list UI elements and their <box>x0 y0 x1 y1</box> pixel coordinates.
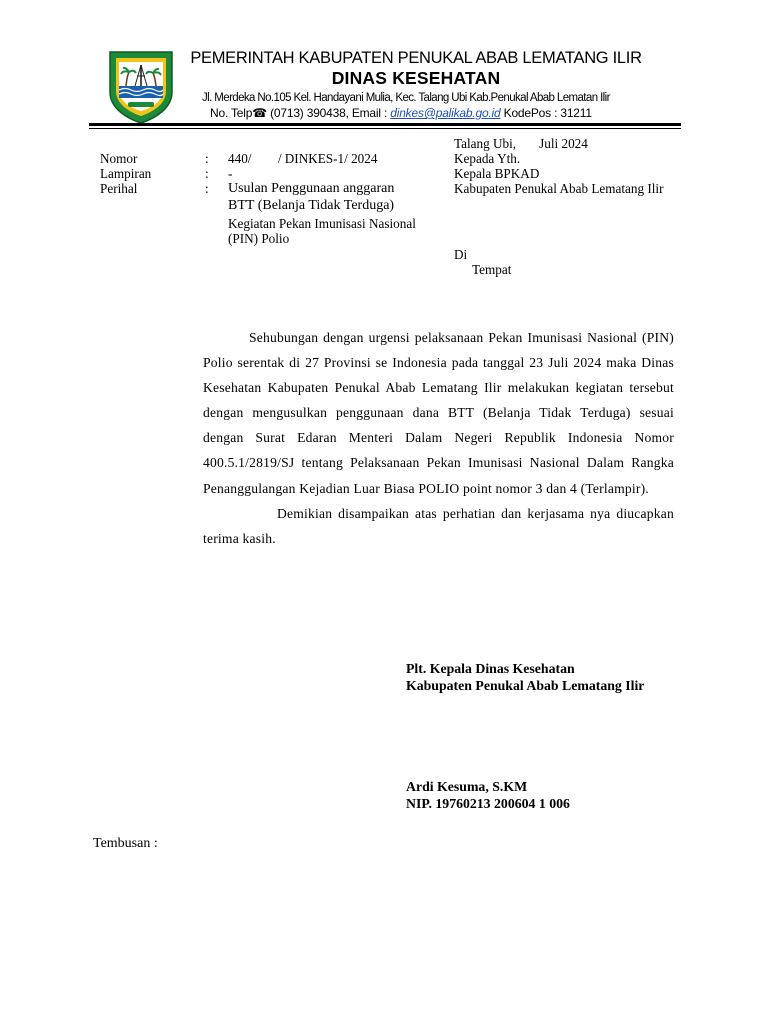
letter-body <box>203 325 674 551</box>
agency-address: Jl. Merdeka No.105 Kel. Handayani Mulia, Kec. Talang Ubi Kab.Penukal Abab Lematan Ilir <box>202 92 610 104</box>
signatory-organization: Kabupaten Penukal Abab Lematang Ilir <box>406 678 645 693</box>
recipient-place: Tempat <box>472 262 512 277</box>
phone-number: (0713) 390438, Email : <box>266 106 391 120</box>
perihal-value-continued <box>228 216 416 246</box>
letter-date: Talang Ubi, Juli 2024 <box>454 136 588 151</box>
signatory-title: Plt. Kepala Dinas Kesehatan <box>406 661 575 676</box>
nomor-label: Nomor <box>100 151 138 166</box>
lampiran-colon: : <box>205 166 209 181</box>
perihal-line: (PIN) Polio <box>228 231 290 246</box>
perihal-label: Perihal <box>100 181 138 196</box>
nomor-colon: : <box>205 151 209 166</box>
lampiran-label: Lampiran <box>100 166 152 181</box>
body-paragraph: Demikian disampaikan atas perhatian dan kerjasama nya diucapkan terima kasih. <box>203 505 674 546</box>
government-name: PEMERINTAH KABUPATEN PENUKAL ABAB LEMATANG ILIR <box>190 49 642 67</box>
contact-line <box>186 106 646 121</box>
perihal-colon: : <box>205 181 209 196</box>
phone-icon: ☎ <box>252 106 267 120</box>
perihal-value <box>228 181 394 214</box>
recipient-name: Kepala BPKAD <box>454 166 540 181</box>
tembusan-label: Tembusan : <box>93 836 158 851</box>
signatory-name: Ardi Kesuma, S.KM <box>406 779 528 794</box>
email-link[interactable]: dinkes@palikab.go.id <box>390 106 501 120</box>
phone-label: No. Telp <box>210 106 253 120</box>
perihal-line: BTT (Belanja Tidak Terduga) <box>228 197 395 213</box>
postcode: KodePos : 31211 <box>500 106 592 120</box>
signatory-nip: NIP. 19760213 200604 1 006 <box>406 796 570 811</box>
letterhead <box>186 48 646 121</box>
perihal-line: Usulan Penggunaan anggaran <box>228 181 395 196</box>
recipient-organization: Kabupaten Penukal Abab Lematang Ilir <box>454 181 664 196</box>
recipient-greeting: Kepada Yth. <box>454 151 521 166</box>
letterhead-divider-thick <box>89 123 681 126</box>
agency-name: DINAS KESEHATAN <box>331 68 501 88</box>
recipient-di: Di <box>454 247 468 262</box>
nomor-value: 440/ / DINKES-1/ 2024 <box>228 151 378 166</box>
regency-logo <box>106 48 176 124</box>
letterhead-divider-thin <box>89 128 681 129</box>
lampiran-value: - <box>228 166 233 181</box>
body-paragraph: Sehubungan dengan urgensi pelaksanaan Pekan Imunisasi Nasional (PIN) Polio serentak di 27 Provinsi se Indonesia pada tanggal 23 Juli 2024 maka Dinas Kesehatan Kabupaten Penukal Abab Lematang Ilir melakukan kegiatan tersebut dengan mengusulkan penggunaan dana BTT (Belanja Tidak Terduga) sesuai dengan Surat Edaran Menteri Dalam Negeri Republik Indonesia Nomor 400.5.1/2819/SJ tentang Pelaksanaan Pekan Imunisasi Nasional Dalam Rangka Penanggulangan Kejadian Luar Biasa POLIO point nomor 3 dan 4 (Terlampir). <box>203 330 674 496</box>
perihal-line: Kegiatan Pekan Imunisasi Nasional <box>228 216 416 231</box>
